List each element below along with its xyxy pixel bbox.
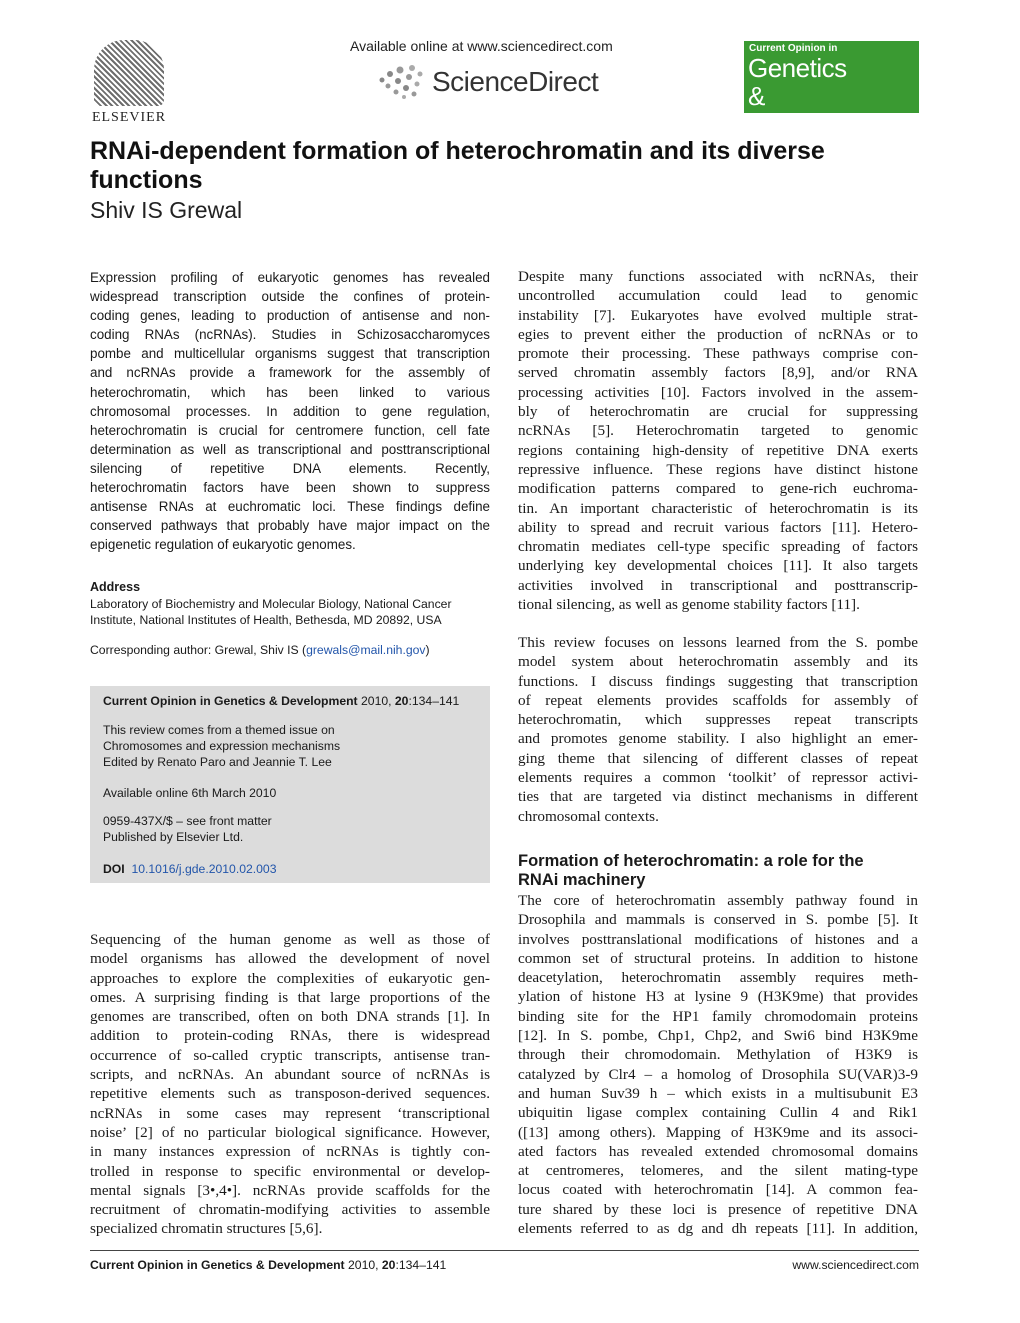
info-journal-pages: :134–141 <box>408 694 460 708</box>
info-issn <box>103 813 483 845</box>
abstract-line: pombe and multicellular organisms suggest that transcription <box>90 346 490 362</box>
body-line: model system about heterochromatin assembly and its <box>518 653 918 671</box>
article-info-box <box>90 686 490 883</box>
elsevier-logo-text: ELSEVIER <box>91 110 167 125</box>
body-line: tin. An important characteristic of heterochromatin is its <box>518 499 918 517</box>
info-journal-volume: 20 <box>394 694 409 708</box>
body-line: in many instances expression of ncRNAs is tightly con- <box>90 1143 490 1161</box>
body-line: ylation of histone H3 at lysine 9 (H3K9me) that provides <box>518 988 918 1006</box>
body-line: noise’ [2] of no particular biological significance. However, <box>90 1123 490 1141</box>
footer-journal-pages: :134–141 <box>395 1258 447 1272</box>
info-theme-line: Edited by Renato Paro and Jeannie T. Lee <box>103 755 332 769</box>
article-title: RNAi-dependent formation of heterochromatin and its diverse functions <box>90 137 825 194</box>
body-line: recruitment of chromatin-modifying activities to assemble <box>90 1201 490 1219</box>
body-line: ([13] among others). Mapping of H3K9me and its associ- <box>518 1123 918 1141</box>
body-line: processing activities [10]. Factors involved in the assem- <box>518 383 918 401</box>
body-line: trolled in response to specific environmental or develop- <box>90 1162 490 1180</box>
body-line: scripts, and ncRNAs. An abundant source of ncRNAs is <box>90 1066 490 1084</box>
body-line: This review focuses on lessons learned from the S. pombe <box>518 634 918 651</box>
body-line: ubiquitin ligase complex containing Cullin 4 and Rik1 <box>518 1104 918 1122</box>
body-line: specialized chromatin structures [5,6]. <box>90 1220 323 1238</box>
body-line: model organisms has allowed the development of novel <box>90 950 490 968</box>
body-line: modification patterns compared to gene-rich euchroma- <box>518 480 918 498</box>
body-line: approaches to explore the complexities of eukaryotic gen- <box>90 969 490 987</box>
abstract-line: conserved pathways that probably have major impact on the <box>90 518 490 534</box>
body-line: of repeat elements provides scaffolds for assembly of <box>518 691 918 709</box>
corresponding-author <box>90 643 490 657</box>
body-line: ncRNAs in some cases may represent ‘transcriptional <box>90 1104 490 1122</box>
body-line: deacetylation, heterochromatin assembly requires meth- <box>518 969 918 987</box>
right-paragraph-2 <box>518 633 918 826</box>
body-line: ture shared by these loci is presence of repetitive DNA <box>518 1200 918 1218</box>
abstract-line: determination as well as transcriptional and posttranscriptional <box>90 441 490 457</box>
journal-logo-small-text: Current Opinion in <box>749 43 838 54</box>
body-line: egies to prevent either the production of ncRNAs or to <box>518 325 918 343</box>
body-line: chromatin mediates cell-type specific spreading of factors <box>518 538 918 556</box>
journal-logo-line1: Genetics <box>748 53 847 83</box>
author-name: Shiv IS Grewal <box>90 197 243 223</box>
body-line: chromosomal contexts. <box>518 807 659 825</box>
body-line: mental signals [3•,4•]. ncRNAs provide scaffolds for the <box>90 1181 490 1199</box>
body-line: binding site for the HP1 family chromodomain proteins <box>518 1007 918 1025</box>
author-email-link[interactable]: grewals@mail.nih.gov <box>306 643 426 657</box>
body-line: repetitive elements such as transposon-derived sequences. <box>90 1085 490 1103</box>
section-heading-line: Formation of heterochromatin: a role for the <box>518 852 864 870</box>
body-line: Sequencing of the human genome as well as those of <box>90 931 490 948</box>
body-line: Despite many functions associated with ncRNAs, their <box>518 268 918 285</box>
body-line: and promotes genome stability. I also highlight an emer- <box>518 730 918 748</box>
abstract-line: coding genes, leading to production of antisense and non- <box>90 308 490 324</box>
body-line: heterochromatin, which suppresses repeat transcripts <box>518 711 918 729</box>
body-line: catalyzed by Clr4 – a homolog of Drosophila SU(VAR)3-9 <box>518 1065 918 1083</box>
abstract-line: coding RNAs (ncRNAs). Studies in Schizosaccharomyces <box>90 327 490 343</box>
body-line: Drosophila and mammals is conserved in S. pombe [5]. It <box>518 911 918 929</box>
body-line: ability to spread and recruit various factors [11]. Hetero- <box>518 518 918 536</box>
doi-label: DOI <box>103 862 125 876</box>
abstract-line: epigenetic regulation of eukaryotic genomes. <box>90 537 356 553</box>
section-heading <box>518 852 918 890</box>
abstract-line: and ncRNAs provide a framework for the assembly of <box>90 365 490 381</box>
body-line: repressive influence. These regions have distinct histone <box>518 460 918 478</box>
info-journal-citation <box>103 693 483 709</box>
info-available-online: Available online 6th March 2010 <box>103 786 277 800</box>
body-line: ncRNAs [5]. Heterochromatin targeted to genomic <box>518 422 918 440</box>
body-line: addition to protein-coding RNAs, there is widespread <box>90 1027 490 1045</box>
body-line: ated factors has revealed extended chromosomal domains <box>518 1142 918 1160</box>
abstract-line: heterochromatin is crucial for centromere function, cell fate <box>90 422 490 438</box>
right-paragraph-1 <box>518 267 918 614</box>
abstract-line: heterochromatin, which has been linked to various <box>90 384 490 400</box>
elsevier-tree-icon <box>94 40 164 106</box>
body-line: locus coated with heterochromatin [14]. A common fea- <box>518 1181 918 1199</box>
journal-logo-line2: & Development <box>748 81 896 142</box>
body-line: elements referred to as dg and dh repeats [11]. In addition, <box>518 1220 918 1238</box>
body-line: involves posttranslational modifications of histones and a <box>518 930 918 948</box>
body-line: tional silencing, as well as genome stability factors [11]. <box>518 596 860 614</box>
footer-journal-volume: 20 <box>381 1258 396 1272</box>
address-line: Institute, National Institutes of Health, Bethesda, MD 20892, USA <box>90 613 442 627</box>
body-line: underlying key developmental choices [11]. It also targets <box>518 557 918 575</box>
body-line: bly of heterochromatin are crucial for suppressing <box>518 403 918 421</box>
right-paragraph-3 <box>518 891 918 1238</box>
intro-paragraph <box>90 930 490 1239</box>
address-line: Laboratory of Biochemistry and Molecular Biology, National Cancer <box>90 597 452 611</box>
corresponding-prefix: Corresponding author: Grewal, Shiv IS ( <box>90 643 307 657</box>
address-text <box>90 596 490 628</box>
body-line: omes. A surprising finding is that large proportions of the <box>90 988 490 1006</box>
info-theme-line: This review comes from a themed issue on <box>103 723 335 737</box>
abstract-line: silencing of repetitive DNA elements. Recently, <box>90 460 490 476</box>
body-line: uncontrolled accumulation could lead to genomic <box>518 287 918 305</box>
body-line: ging theme that silencing of different classes of repeat <box>518 749 918 767</box>
body-line: [12]. In S. pombe, Chp1, Chp2, and Swi6 bind H3K9me <box>518 1027 918 1045</box>
abstract <box>90 268 490 554</box>
abstract-line: heterochromatin factors have been shown to suppress <box>90 480 490 496</box>
info-theme <box>103 722 483 770</box>
sciencedirect-logo <box>376 58 616 102</box>
elsevier-logo <box>88 40 170 126</box>
sciencedirect-dots-icon <box>376 64 436 100</box>
info-journal-name: Current Opinion in Genetics & Development <box>103 694 358 708</box>
body-line: genomes are transcribed, often on both DNA strands [1]. In <box>90 1008 490 1026</box>
footer-divider <box>90 1250 919 1251</box>
body-line: instability [7]. Eukaryotes have evolved multiple strat- <box>518 306 918 324</box>
body-line: promote their processing. These pathways comprise con- <box>518 345 918 363</box>
body-line: common set of structural proteins. In addition to histone <box>518 949 918 967</box>
abstract-line: Expression profiling of eukaryotic genomes has revealed <box>90 270 490 285</box>
body-line: ties that are targeted via distinct mechanisms in different <box>518 788 918 806</box>
info-theme-line: Chromosomes and expression mechanisms <box>103 739 341 753</box>
doi-link[interactable]: 10.1016/j.gde.2010.02.003 <box>131 862 277 876</box>
section-heading-line: RNAi machinery <box>518 871 646 889</box>
footer-journal-year: 2010, <box>344 1258 382 1272</box>
footer-journal-name: Current Opinion in Genetics & Development <box>90 1258 345 1272</box>
abstract-line: widespread transcription outside the confines of protein- <box>90 289 490 305</box>
body-line: activities involved in transcriptional and posttranscrip- <box>518 576 918 594</box>
body-line: functions. I discuss findings suggesting that transcription <box>518 672 918 690</box>
abstract-line: antisense RNAs at euchromatic loci. These findings define <box>90 499 490 515</box>
available-online-text: Available online at www.sciencedirect.com <box>350 38 613 54</box>
info-doi <box>103 861 483 877</box>
abstract-line: chromosomal processes. In addition to gene regulation, <box>90 403 490 419</box>
sciencedirect-logo-text: ScienceDirect <box>432 66 599 97</box>
journal-logo <box>744 41 919 142</box>
footer-website-link[interactable]: www.sciencedirect.com <box>792 1258 919 1272</box>
body-line: at centromeres, telomeres, and the silent mating-type <box>518 1162 918 1180</box>
body-line: and human Suv39 h – which exists in a multisubunit E3 <box>518 1084 918 1102</box>
body-line: through their chromodomain. Methylation of H3K9 is <box>518 1046 918 1064</box>
info-journal-year: 2010, <box>357 694 395 708</box>
address-heading: Address <box>90 580 141 594</box>
corresponding-suffix: ) <box>425 643 430 657</box>
info-issn-line: 0959-437X/$ – see front matter <box>103 814 272 828</box>
body-line: served chromatin assembly factors [8,9], and/or RNA <box>518 364 918 382</box>
body-line: occurrence of so-called cryptic transcripts, antisense tran- <box>90 1046 490 1064</box>
info-published-by: Published by Elsevier Ltd. <box>103 830 244 844</box>
body-line: elements requires a common ‘toolkit’ of repressor activi- <box>518 769 918 787</box>
body-line: The core of heterochromatin assembly pathway found in <box>518 892 918 909</box>
footer-citation <box>90 1258 446 1272</box>
body-line: regions containing high-density of repetitive DNA exerts <box>518 441 918 459</box>
